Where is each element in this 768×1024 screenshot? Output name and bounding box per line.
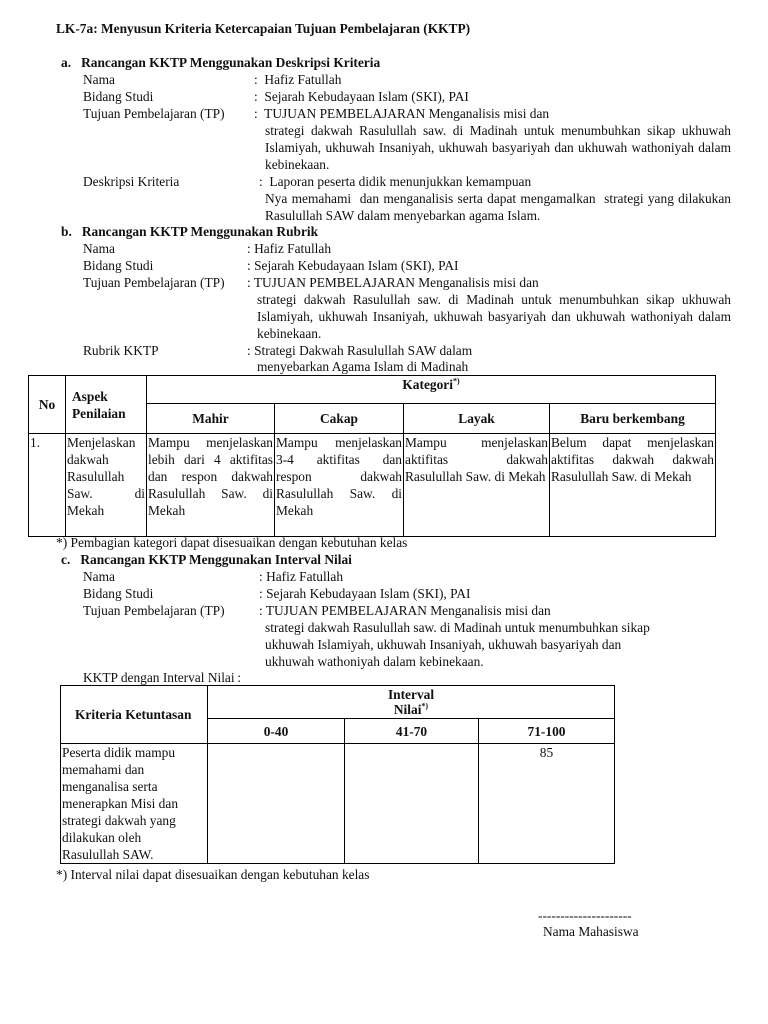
rubric-row-baru: Belum dapat menjelaskan aktifitas dakwah dakwah Rasulullah Saw. di Mekah: [550, 434, 716, 537]
rubric-row-no: 1.: [29, 434, 66, 537]
c-bidang-value: : Sejarah Kebudayaan Islam (SKI), PAI: [259, 586, 471, 601]
range-0-40-header: 0-40: [208, 719, 345, 744]
section-c-heading: c. Rancangan KKTP Menggunakan Interval Nilai: [61, 552, 352, 567]
kriteria-text: Peserta didik mampu memahami dan menganalisa serta menerapkan Misi dan strategi dakwah yang dilakukan oleh Rasulullah SAW.: [61, 744, 208, 864]
level-mahir-header: Mahir: [147, 404, 275, 434]
level-layak-header: Layak: [404, 404, 550, 434]
interval-header-line2: Nilai: [393, 702, 422, 717]
b-tp-label: Tujuan Pembelajaran (TP): [83, 275, 225, 290]
kategori-footnote-mark: *): [452, 376, 460, 386]
rubric-row-mahir: Mampu menjelaskan lebih dari 4 aktifitas dan respon dakwah Rasulullah Saw. di Mekah: [147, 434, 275, 537]
b-footnote: *) Pembagian kategori dapat disesuaikan dengan kebutuhan kelas: [56, 535, 408, 550]
table-row: [29, 434, 716, 537]
a-deskripsi-label: Deskripsi Kriteria: [83, 174, 180, 189]
a-nama-value: : Hafiz Fatullah: [254, 72, 342, 87]
c-tp-line2: strategi dakwah Rasulullah saw. di Madinah untuk menumbuhkan sikap: [265, 620, 650, 635]
rubric-row-cakap: Mampu menjelaskan 3-4 aktifitas dan respon dakwah Rasulullah Saw. di Mekah: [275, 434, 404, 537]
a-bidang-value: : Sejarah Kebudayaan Islam (SKI), PAI: [254, 89, 469, 104]
a-tp-rest: strategi dakwah Rasulullah saw. di Madinah untuk menumbuhkan sikap ukhuwah Islamiyah, ukhuwah Insaniyah, ukhuwah basyariyah dan ukhuwah wathoniyah dalam kebinekaan.: [265, 123, 731, 172]
range-71-100-header: 71-100: [479, 719, 615, 744]
table-row: [61, 744, 615, 864]
kategori-label: Kategori: [402, 377, 453, 392]
interval-footnote-mark: *): [421, 701, 429, 711]
b-bidang-value: : Sejarah Kebudayaan Islam (SKI), PAI: [247, 258, 459, 273]
a-bidang-label: Bidang Studi: [83, 89, 154, 104]
a-nama-label: Nama: [83, 72, 115, 87]
range-41-70-header: 41-70: [345, 719, 479, 744]
rubric-aspek-header: Aspek Penilaian: [66, 376, 147, 434]
c-tp-label: Tujuan Pembelajaran (TP): [83, 603, 225, 618]
b-tp-line1: : TUJUAN PEMBELAJARAN Menganalisis misi dan: [247, 275, 539, 290]
value-41-70: [345, 744, 479, 864]
b-rubrik-line1: : Strategi Dakwah Rasulullah SAW dalam: [247, 343, 473, 358]
c-tp-line1: : TUJUAN PEMBELAJARAN Menganalisis misi dan: [259, 603, 551, 618]
c-tp-line3: ukhuwah Islamiyah, ukhuwah Insaniyah, ukhuwah basyariyah dan: [265, 637, 622, 652]
signature-name: Nama Mahasiswa: [543, 924, 639, 939]
a-deskripsi-line1: : Laporan peserta didik menunjukkan kemampuan: [259, 174, 532, 189]
c-kktp-label: KKTP dengan Interval Nilai :: [83, 670, 241, 685]
a-deskripsi-rest: Nya memahami dan menganalisis serta dapat mengamalkan strategi yang dilakukan Rasulullah SAW dalam menyebarkan agama Islam.: [265, 191, 731, 223]
section-b-heading: b. Rancangan KKTP Menggunakan Rubrik: [61, 224, 319, 239]
b-tp-rest: strategi dakwah Rasulullah saw. di Madinah untuk menumbuhkan sikap ukhuwah Islamiyah, ukhuwah Insaniyah, ukhuwah basyariyah dan ukhuwah wathoniyah dalam kebinekaan.: [257, 292, 731, 341]
document-title: LK-7a: Menyusun Kriteria Ketercapaian Tujuan Pembelajaran (KKTP): [56, 21, 471, 36]
c-nama-value: : Hafiz Fatullah: [259, 569, 344, 584]
value-0-40: [208, 744, 345, 864]
c-tp-line4: ukhuwah wathoniyah dalam kebinekaan.: [265, 654, 484, 669]
b-bidang-label: Bidang Studi: [83, 258, 154, 273]
rubric-kategori-header: [147, 376, 716, 404]
kriteria-header: Kriteria Ketuntasan: [61, 686, 208, 744]
section-a-heading: a. Rancangan KKTP Menggunakan Deskripsi Kriteria: [61, 55, 381, 70]
b-rubrik-line2: menyebarkan Agama Islam di Madinah: [257, 359, 469, 374]
rubric-table: [28, 375, 716, 537]
b-rubrik-label: Rubrik KKTP: [83, 343, 159, 358]
c-bidang-label: Bidang Studi: [83, 586, 154, 601]
b-nama-value: : Hafiz Fatullah: [247, 241, 332, 256]
value-71-100: 85: [479, 744, 615, 864]
a-tp-line1: : TUJUAN PEMBELAJARAN Menganalisis misi dan: [254, 106, 550, 121]
c-footnote: *) Interval nilai dapat disesuaikan dengan kebutuhan kelas: [56, 867, 370, 882]
rubric-row-aspek: Menjelaskan dakwah Rasulullah Saw. di Mekah: [66, 434, 147, 537]
c-nama-label: Nama: [83, 569, 115, 584]
interval-header-line1: Interval: [387, 687, 435, 702]
rubric-no-header: No: [29, 376, 66, 434]
a-tp-label: Tujuan Pembelajaran (TP): [83, 106, 225, 121]
signature-line: ---------------------: [538, 908, 632, 923]
interval-header: [208, 686, 615, 719]
b-nama-label: Nama: [83, 241, 115, 256]
interval-table: [60, 685, 615, 864]
level-baru-header: Baru berkembang: [550, 404, 716, 434]
rubric-row-layak: Mampu menjelaskan aktifitas dakwah Rasulullah Saw. di Mekah: [404, 434, 550, 537]
level-cakap-header: Cakap: [275, 404, 404, 434]
